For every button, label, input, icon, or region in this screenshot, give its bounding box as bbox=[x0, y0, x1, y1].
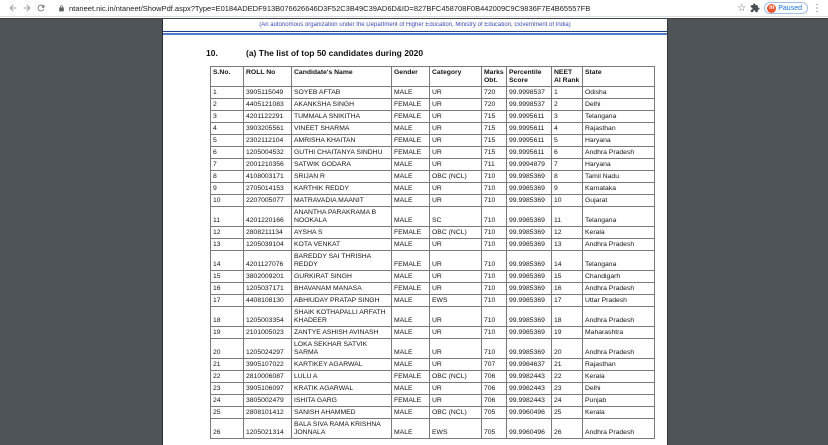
table-cell: UR bbox=[430, 283, 482, 295]
table-cell: 4 bbox=[211, 123, 244, 135]
table-cell: UR bbox=[430, 383, 482, 395]
table-row bbox=[211, 159, 655, 171]
table-cell: 2 bbox=[211, 99, 244, 111]
table-cell: 99.9985369 bbox=[507, 227, 552, 239]
forward-button[interactable] bbox=[20, 1, 34, 15]
menu-kebab-icon[interactable]: ⋮ bbox=[812, 2, 822, 14]
column-header: Marks Obt. bbox=[482, 67, 507, 87]
table-cell: MALE bbox=[392, 419, 430, 439]
table-cell: 99.9985369 bbox=[507, 251, 552, 271]
table-cell: 99.9985369 bbox=[507, 283, 552, 295]
table-cell: 14 bbox=[211, 251, 244, 271]
table-cell: 710 bbox=[482, 307, 507, 327]
table-cell: FEMALE bbox=[392, 111, 430, 123]
table-cell: MALE bbox=[392, 327, 430, 339]
section-heading bbox=[163, 48, 667, 58]
table-cell: 1 bbox=[552, 87, 583, 99]
table-cell: Haryana bbox=[583, 135, 655, 147]
url-text[interactable]: ntaneet.nic.in/ntaneet/ShowPdf.aspx?Type=E0184ADEDF913B076626646D3F52C3B49C39AD6D&ID=827BFC458708F0B442009C9C9836F7E4B65557FB bbox=[69, 3, 591, 13]
table-cell: 24 bbox=[552, 395, 583, 407]
table-cell: 5 bbox=[211, 135, 244, 147]
table-cell: OBC (NCL) bbox=[430, 407, 482, 419]
table-cell: UR bbox=[430, 99, 482, 111]
table-cell: GURKIRAT SINGH bbox=[292, 271, 392, 283]
table-cell: 18 bbox=[211, 307, 244, 327]
table-row bbox=[211, 99, 655, 111]
table-cell: KRATIK AGARWAL bbox=[292, 383, 392, 395]
table-row bbox=[211, 283, 655, 295]
table-cell: Kerala bbox=[583, 371, 655, 383]
lock-icon bbox=[58, 4, 65, 13]
table-cell: 4201127076 bbox=[244, 251, 292, 271]
table-cell: MALE bbox=[392, 339, 430, 359]
table-cell: 710 bbox=[482, 227, 507, 239]
table-cell: Maharashtra bbox=[583, 327, 655, 339]
table-cell: 19 bbox=[211, 327, 244, 339]
table-cell: Chandigarh bbox=[583, 271, 655, 283]
table-cell: 25 bbox=[211, 407, 244, 419]
table-row bbox=[211, 271, 655, 283]
table-cell: ANANTHA PARAKRAMA B NOOKALA bbox=[292, 207, 392, 227]
table-cell: 14 bbox=[552, 251, 583, 271]
table-cell: 705 bbox=[482, 419, 507, 439]
table-cell: 706 bbox=[482, 395, 507, 407]
table-cell: Andhra Pradesh bbox=[583, 419, 655, 439]
back-arrow-icon bbox=[8, 3, 18, 13]
table-cell: UR bbox=[430, 111, 482, 123]
profile-avatar: m bbox=[769, 4, 775, 11]
table-cell: SANISH AHAMMED bbox=[292, 407, 392, 419]
table-cell: VINEET SHARMA bbox=[292, 123, 392, 135]
table-cell: SOYEB AFTAB bbox=[292, 87, 392, 99]
table-cell: OBC (NCL) bbox=[430, 171, 482, 183]
column-header: Candidate's Name bbox=[292, 67, 392, 87]
table-cell: MALE bbox=[392, 123, 430, 135]
table-cell: Karnataka bbox=[583, 183, 655, 195]
table-cell: 710 bbox=[482, 183, 507, 195]
table-cell: 12 bbox=[211, 227, 244, 239]
table-cell: EWS bbox=[430, 419, 482, 439]
table-cell: 1205037171 bbox=[244, 283, 292, 295]
table-cell: 2207005077 bbox=[244, 195, 292, 207]
table-cell: 2001210356 bbox=[244, 159, 292, 171]
table-cell: 710 bbox=[482, 327, 507, 339]
table-cell: 1205003354 bbox=[244, 307, 292, 327]
table-row bbox=[211, 135, 655, 147]
table-row bbox=[211, 251, 655, 271]
table-cell: 710 bbox=[482, 195, 507, 207]
column-header: S.No. bbox=[211, 67, 244, 87]
table-cell: 99.9994879 bbox=[507, 159, 552, 171]
table-cell: 21 bbox=[211, 359, 244, 371]
table-cell: TUMMALA SNIKITHA bbox=[292, 111, 392, 123]
table-cell: Odisha bbox=[583, 87, 655, 99]
column-header: Percentile Score bbox=[507, 67, 552, 87]
table-cell: Andhra Pradesh bbox=[583, 283, 655, 295]
table-cell: OBC (NCL) bbox=[430, 371, 482, 383]
table-row bbox=[211, 295, 655, 307]
section-title: (a) The list of top 50 candidates during 2020 bbox=[246, 48, 424, 58]
table-cell: UR bbox=[430, 135, 482, 147]
table-cell: FEMALE bbox=[392, 227, 430, 239]
table-cell: 99.9985369 bbox=[507, 183, 552, 195]
table-cell: 9 bbox=[552, 183, 583, 195]
table-cell: 2 bbox=[552, 99, 583, 111]
table-cell: 99.9985369 bbox=[507, 327, 552, 339]
table-cell: 99.9985369 bbox=[507, 171, 552, 183]
table-cell: 2810006087 bbox=[244, 371, 292, 383]
table-cell: 4108003171 bbox=[244, 171, 292, 183]
table-cell: 7 bbox=[211, 159, 244, 171]
table-cell: 12 bbox=[552, 227, 583, 239]
table-cell: AMRISHA KHAITAN bbox=[292, 135, 392, 147]
table-cell: 99.9995611 bbox=[507, 147, 552, 159]
table-cell: UR bbox=[430, 339, 482, 359]
table-cell: 23 bbox=[552, 383, 583, 395]
table-cell: UR bbox=[430, 327, 482, 339]
table-cell: MALE bbox=[392, 383, 430, 395]
table-cell: SRIJAN R bbox=[292, 171, 392, 183]
table-cell: MALE bbox=[392, 183, 430, 195]
table-header-row bbox=[211, 67, 655, 87]
table-cell: 17 bbox=[211, 295, 244, 307]
table-cell: MALE bbox=[392, 207, 430, 227]
table-cell: MALE bbox=[392, 307, 430, 327]
table-cell: KOTA VENKAT bbox=[292, 239, 392, 251]
table-cell: 711 bbox=[482, 159, 507, 171]
table-cell: 2705014153 bbox=[244, 183, 292, 195]
table-cell: EWS bbox=[430, 295, 482, 307]
table-cell: 6 bbox=[211, 147, 244, 159]
table-row bbox=[211, 111, 655, 123]
table-cell: Rajasthan bbox=[583, 123, 655, 135]
table-cell: UR bbox=[430, 395, 482, 407]
table-cell: 16 bbox=[552, 283, 583, 295]
table-cell: SHAIK KOTHAPALLI ARFATH KHADEER bbox=[292, 307, 392, 327]
table-cell: 2808101412 bbox=[244, 407, 292, 419]
table-cell: 2808211134 bbox=[244, 227, 292, 239]
column-header: Gender bbox=[392, 67, 430, 87]
table-row bbox=[211, 87, 655, 99]
reload-icon bbox=[36, 3, 46, 13]
table-cell: MATRAVADIA MAANIT bbox=[292, 195, 392, 207]
address-bar[interactable] bbox=[54, 2, 731, 15]
table-cell: FEMALE bbox=[392, 283, 430, 295]
table-cell: 9 bbox=[211, 183, 244, 195]
table-cell: UR bbox=[430, 183, 482, 195]
table-cell: 99.9995611 bbox=[507, 111, 552, 123]
table-cell: Andhra Pradesh bbox=[583, 339, 655, 359]
sync-paused-label: Paused bbox=[778, 4, 802, 12]
extensions-puzzle-icon[interactable] bbox=[750, 3, 760, 13]
table-cell: 2101005023 bbox=[244, 327, 292, 339]
table-cell: 707 bbox=[482, 359, 507, 371]
table-cell: UR bbox=[430, 159, 482, 171]
table-cell: 19 bbox=[552, 327, 583, 339]
column-header: State bbox=[583, 67, 655, 87]
table-cell: 11 bbox=[552, 207, 583, 227]
table-cell: 99.9982443 bbox=[507, 395, 552, 407]
table-cell: 1205024297 bbox=[244, 339, 292, 359]
table-cell: 20 bbox=[211, 339, 244, 359]
table-cell: MALE bbox=[392, 195, 430, 207]
table-cell: 4 bbox=[552, 123, 583, 135]
table-header bbox=[211, 67, 655, 87]
table-row bbox=[211, 195, 655, 207]
bookmark-star-icon[interactable]: ☆ bbox=[737, 2, 747, 14]
table-cell: 710 bbox=[482, 239, 507, 251]
table-row bbox=[211, 359, 655, 371]
table-cell: FEMALE bbox=[392, 147, 430, 159]
table-cell: 15 bbox=[211, 271, 244, 283]
table-cell: 3905106097 bbox=[244, 383, 292, 395]
table-cell: 3805002479 bbox=[244, 395, 292, 407]
table-cell: 10 bbox=[211, 195, 244, 207]
table-cell: FEMALE bbox=[392, 99, 430, 111]
table-cell: UR bbox=[430, 239, 482, 251]
table-cell: Kerala bbox=[583, 407, 655, 419]
table-cell: 11 bbox=[211, 207, 244, 227]
table-cell: SC bbox=[430, 207, 482, 227]
table-cell: 706 bbox=[482, 371, 507, 383]
table-cell: ISHITA GARG bbox=[292, 395, 392, 407]
forward-arrow-icon bbox=[22, 3, 32, 13]
table-cell: 99.9982443 bbox=[507, 371, 552, 383]
table-cell: 99.9982443 bbox=[507, 383, 552, 395]
table-cell: Kerala bbox=[583, 227, 655, 239]
table-cell: OBC (NCL) bbox=[430, 227, 482, 239]
table-cell: MALE bbox=[392, 87, 430, 99]
table-cell: 3 bbox=[211, 111, 244, 123]
table-cell: BHAVANAM MANASA bbox=[292, 283, 392, 295]
table-cell: 99.9985369 bbox=[507, 239, 552, 251]
table-cell: 25 bbox=[552, 407, 583, 419]
table-cell: 6 bbox=[552, 147, 583, 159]
table-cell: 715 bbox=[482, 111, 507, 123]
table-cell: 710 bbox=[482, 339, 507, 359]
table-cell: 4408108130 bbox=[244, 295, 292, 307]
table-cell: Telangana bbox=[583, 111, 655, 123]
table-cell: Andhra Pradesh bbox=[583, 239, 655, 251]
table-cell: 22 bbox=[552, 371, 583, 383]
table-cell: 3 bbox=[552, 111, 583, 123]
table-cell: 720 bbox=[482, 87, 507, 99]
table-cell: 3905115049 bbox=[244, 87, 292, 99]
pdf-viewer-background bbox=[0, 18, 828, 445]
table-cell: 16 bbox=[211, 283, 244, 295]
table-cell: FEMALE bbox=[392, 395, 430, 407]
table-cell: ABHIUDAY PRATAP SINGH bbox=[292, 295, 392, 307]
table-cell: 4201220166 bbox=[244, 207, 292, 227]
table-row bbox=[211, 239, 655, 251]
table-cell: Gujarat bbox=[583, 195, 655, 207]
table-cell: UR bbox=[430, 147, 482, 159]
table-cell: 99.9985369 bbox=[507, 307, 552, 327]
table-cell: LOKA SEKHAR SATVIK SARMA bbox=[292, 339, 392, 359]
table-cell: GUTHI CHAITANYA SINDHU bbox=[292, 147, 392, 159]
table-cell: 710 bbox=[482, 251, 507, 271]
table-cell: MALE bbox=[392, 295, 430, 307]
table-cell: Tamil Nadu bbox=[583, 171, 655, 183]
table-cell: 710 bbox=[482, 271, 507, 283]
table-cell: 26 bbox=[211, 419, 244, 439]
table-cell: BAREDDY SAI THRISHA REDDY bbox=[292, 251, 392, 271]
table-cell: MALE bbox=[392, 239, 430, 251]
table-cell: 13 bbox=[211, 239, 244, 251]
table-cell: Haryana bbox=[583, 159, 655, 171]
table-cell: Andhra Pradesh bbox=[583, 307, 655, 327]
table-cell: 15 bbox=[552, 271, 583, 283]
table-cell: 23 bbox=[211, 383, 244, 395]
back-button[interactable] bbox=[6, 1, 20, 15]
table-row bbox=[211, 183, 655, 195]
table-cell: 18 bbox=[552, 307, 583, 327]
table-row bbox=[211, 171, 655, 183]
table-row bbox=[211, 327, 655, 339]
table-cell: 4201122291 bbox=[244, 111, 292, 123]
table-cell: 7 bbox=[552, 159, 583, 171]
letterhead-text: (An autonomous organization under the Department of Higher Education, Ministry of Education, Government of India) bbox=[259, 22, 571, 28]
table-row bbox=[211, 395, 655, 407]
table-cell: 99.9960496 bbox=[507, 419, 552, 439]
reload-button[interactable] bbox=[34, 1, 48, 15]
table-cell: 1205004532 bbox=[244, 147, 292, 159]
table-cell: AKANKSHA SINGH bbox=[292, 99, 392, 111]
table-cell: 20 bbox=[552, 339, 583, 359]
table-cell: 99.9985369 bbox=[507, 207, 552, 227]
table-cell: 3905107022 bbox=[244, 359, 292, 371]
table-cell: ZANTYE ASHISH AVINASH bbox=[292, 327, 392, 339]
table-cell: 99.9960496 bbox=[507, 407, 552, 419]
table-cell: 99.9985369 bbox=[507, 295, 552, 307]
table-cell: 22 bbox=[211, 371, 244, 383]
table-cell: 715 bbox=[482, 147, 507, 159]
table-cell: 1 bbox=[211, 87, 244, 99]
browser-toolbar bbox=[0, 0, 828, 17]
table-cell: 99.9995611 bbox=[507, 135, 552, 147]
table-cell: UR bbox=[430, 195, 482, 207]
table-cell: 1205039104 bbox=[244, 239, 292, 251]
table-cell: Telangana bbox=[583, 251, 655, 271]
section-number: 10. bbox=[206, 48, 218, 58]
table-cell: MALE bbox=[392, 159, 430, 171]
table-row bbox=[211, 307, 655, 327]
letterhead-rule bbox=[163, 31, 667, 35]
table-cell: 3802009201 bbox=[244, 271, 292, 283]
table-cell: MALE bbox=[392, 359, 430, 371]
table-cell: 17 bbox=[552, 295, 583, 307]
table-cell: 99.9998537 bbox=[507, 87, 552, 99]
table-cell: FEMALE bbox=[392, 371, 430, 383]
table-cell: 4405121083 bbox=[244, 99, 292, 111]
table-cell: Delhi bbox=[583, 99, 655, 111]
table-cell: UR bbox=[430, 123, 482, 135]
table-cell: 24 bbox=[211, 395, 244, 407]
table-cell: 710 bbox=[482, 295, 507, 307]
table-cell: KARTHIK REDDY bbox=[292, 183, 392, 195]
table-cell: KARTIKEY AGARWAL bbox=[292, 359, 392, 371]
table-cell: 5 bbox=[552, 135, 583, 147]
table-cell: 705 bbox=[482, 407, 507, 419]
table-cell: 21 bbox=[552, 359, 583, 371]
table-cell: FEMALE bbox=[392, 251, 430, 271]
table-cell: AYSHA S bbox=[292, 227, 392, 239]
table-cell: 13 bbox=[552, 239, 583, 251]
table-cell: 99.9985369 bbox=[507, 271, 552, 283]
table-cell: LULU A bbox=[292, 371, 392, 383]
table-cell: 99.9984637 bbox=[507, 359, 552, 371]
column-header: NEET AI Rank bbox=[552, 67, 583, 87]
table-cell: SATWIK GODARA bbox=[292, 159, 392, 171]
table-row bbox=[211, 339, 655, 359]
table-cell: MALE bbox=[392, 171, 430, 183]
table-row bbox=[211, 419, 655, 439]
table-cell: 26 bbox=[552, 419, 583, 439]
table-cell: 8 bbox=[552, 171, 583, 183]
table-cell: UR bbox=[430, 271, 482, 283]
table-cell: BALA SIVA RAMA KRISHNA JONNALA bbox=[292, 419, 392, 439]
toolbar-right-group bbox=[737, 2, 822, 14]
candidates-table bbox=[210, 66, 655, 439]
table-cell: 715 bbox=[482, 123, 507, 135]
table-cell: 99.9985369 bbox=[507, 195, 552, 207]
table-cell: MALE bbox=[392, 271, 430, 283]
table-row bbox=[211, 371, 655, 383]
table-cell: UR bbox=[430, 87, 482, 99]
table-row bbox=[211, 207, 655, 227]
table-cell: 3903205561 bbox=[244, 123, 292, 135]
table-cell: 710 bbox=[482, 207, 507, 227]
table-cell: 8 bbox=[211, 171, 244, 183]
pdf-page bbox=[162, 19, 668, 445]
table-row bbox=[211, 227, 655, 239]
table-body bbox=[211, 87, 655, 439]
table-row bbox=[211, 383, 655, 395]
table-cell: Andhra Pradesh bbox=[583, 147, 655, 159]
column-header: ROLL No bbox=[244, 67, 292, 87]
table-cell: 710 bbox=[482, 283, 507, 295]
table-cell: Telangana bbox=[583, 207, 655, 227]
table-cell: 1205021314 bbox=[244, 419, 292, 439]
table-cell: 99.9985369 bbox=[507, 339, 552, 359]
table-cell: Rajasthan bbox=[583, 359, 655, 371]
table-cell: 10 bbox=[552, 195, 583, 207]
table-cell: 99.9995611 bbox=[507, 123, 552, 135]
table-cell: 706 bbox=[482, 383, 507, 395]
table-cell: UR bbox=[430, 307, 482, 327]
table-cell: 715 bbox=[482, 135, 507, 147]
table-cell: 710 bbox=[482, 171, 507, 183]
table-cell: Punjab bbox=[583, 395, 655, 407]
table-row bbox=[211, 147, 655, 159]
table-row bbox=[211, 123, 655, 135]
table-cell: MALE bbox=[392, 407, 430, 419]
column-header: Category bbox=[430, 67, 482, 87]
table-cell: Uttar Pradesh bbox=[583, 295, 655, 307]
table-row bbox=[211, 407, 655, 419]
table-cell: 720 bbox=[482, 99, 507, 111]
table-cell: UR bbox=[430, 251, 482, 271]
table-cell: FEMALE bbox=[392, 135, 430, 147]
table-cell: 2302112104 bbox=[244, 135, 292, 147]
table-cell: UR bbox=[430, 359, 482, 371]
profile-paused-button[interactable] bbox=[764, 2, 808, 14]
table-cell: Delhi bbox=[583, 383, 655, 395]
table-cell: 99.9998537 bbox=[507, 99, 552, 111]
